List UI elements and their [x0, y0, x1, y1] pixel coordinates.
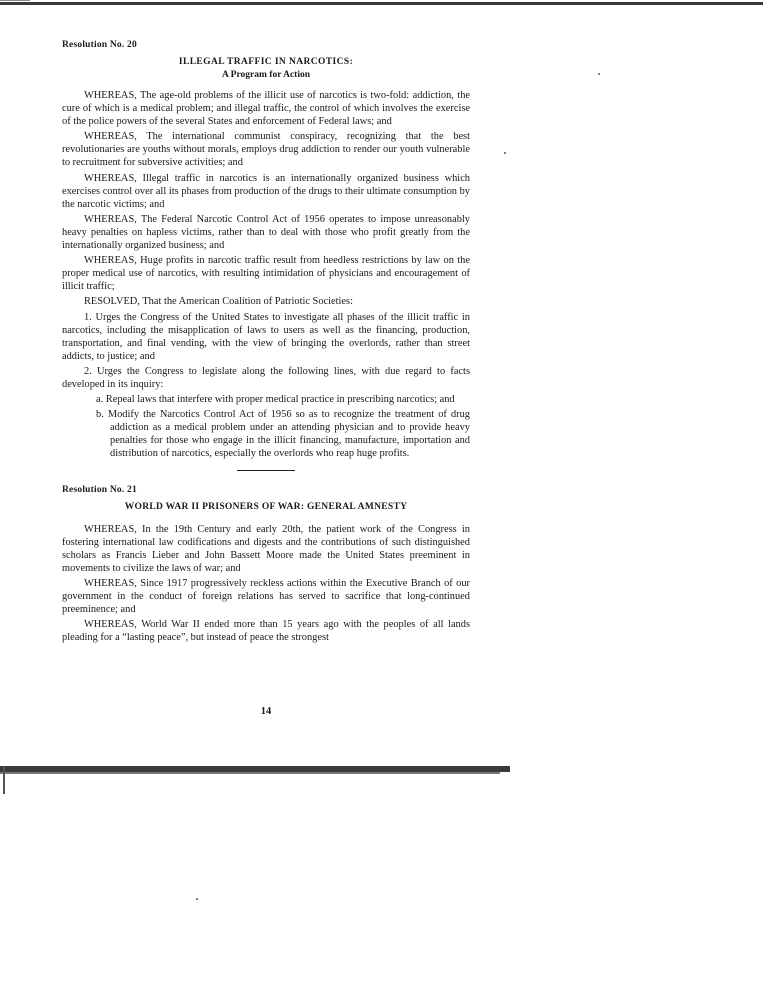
scan-speck [196, 898, 198, 900]
document-page [62, 40, 470, 717]
section-divider [237, 470, 295, 471]
whereas-paragraph: WHEREAS, Since 1917 progressively reckless actions within the Executive Branch of our government in the conduct of foreign relations has served to sacrifice that long-continued preeminence; and [62, 577, 470, 616]
resolution-title: WORLD WAR II PRISONERS OF WAR: GENERAL AMNESTY [124, 501, 408, 512]
page-number: 14 [260, 706, 272, 717]
resolved-paragraph: RESOLVED, That the American Coalition of Patriotic Societies: [84, 296, 353, 308]
whereas-paragraph: WHEREAS, World War II ended more than 15 years ago with the peoples of all lands pleading for a “lasting peace”, but instead of peace the strongest [62, 619, 470, 644]
resolution-number: Resolution No. 20 [62, 40, 137, 50]
sub-clause: b. Modify the Narcotics Control Act of 1956 so as to recognize the treatment of drug addiction as a medical problem under an attending physician and to provide heavy penalties for those who engage in the illicit financing, manufacture, importation and distribution of narcotics, especially the overlords who reap huge profits. [96, 409, 470, 460]
scan-top-rule [0, 2, 763, 5]
sub-clause: a. Repeal laws that interfere with proper medical practice in prescribing narcotics; and [96, 394, 455, 406]
resolution-20 [62, 40, 470, 471]
scan-edge-mark [0, 0, 30, 1]
whereas-paragraph: WHEREAS, The international communist conspiracy, recognizing that the best revolutionaries are youths without morals, employs drug addiction to render our youth vulnerable to recruitment for subversive activities; and [62, 131, 470, 169]
whereas-paragraph: WHEREAS, The Federal Narcotic Control Act of 1956 operates to impose unreasonably heavy penalties on hapless victims, rather than to deal with those who profit greatly from the internationally organized business; and [62, 213, 470, 252]
scan-speck [598, 73, 600, 75]
resolution-clause: 2. Urges the Congress to legislate along the following lines, with due regard to facts developed in its inquiry: [62, 365, 470, 390]
scan-speck [504, 152, 506, 154]
scan-corner-mark [3, 766, 5, 794]
resolution-number: Resolution No. 21 [62, 484, 137, 495]
resolution-clause: 1. Urges the Congress of the United States to investigate all phases of the illicit traffic in narcotics, including the misapplication of laws to users as well as the financing, production, transportation, and final vending, with the view of bringing the overlords, rather than street addicts, to justice; and [62, 311, 470, 362]
whereas-paragraph: WHEREAS, The age-old problems of the illicit use of narcotics is two-fold: addiction, the cure of which is a medical problem; and illegal traffic, the control of which involves the exercise of the police powers of the several States and enforcement of Federal laws; and [62, 90, 470, 128]
whereas-paragraph: WHEREAS, Huge profits in narcotic traffic result from heedless restrictions by law on the proper medical use of narcotics, with resulting intimidation of physicians and encouragement of illicit traffic; [62, 255, 470, 293]
resolution-21 [62, 485, 470, 645]
resolution-subtitle: A Program for Action [221, 70, 311, 80]
scan-bottom-rule-shadow [0, 772, 500, 774]
resolution-title: ILLEGAL TRAFFIC IN NARCOTICS: [178, 57, 354, 67]
whereas-paragraph: WHEREAS, In the 19th Century and early 20th, the patient work of the Congress in fostering international law codifications and digests and the contributions of such distinguished scholars as Francis Lieber and John Bassett Moore made the United States preeminent in movements to civilize the laws of war; and [62, 523, 470, 574]
whereas-paragraph: WHEREAS, Illegal traffic in narcotics is an internationally organized business which exercises control over all its phases from production of the drugs to their ultimate consumption by the narcotic victims; and [62, 172, 470, 210]
